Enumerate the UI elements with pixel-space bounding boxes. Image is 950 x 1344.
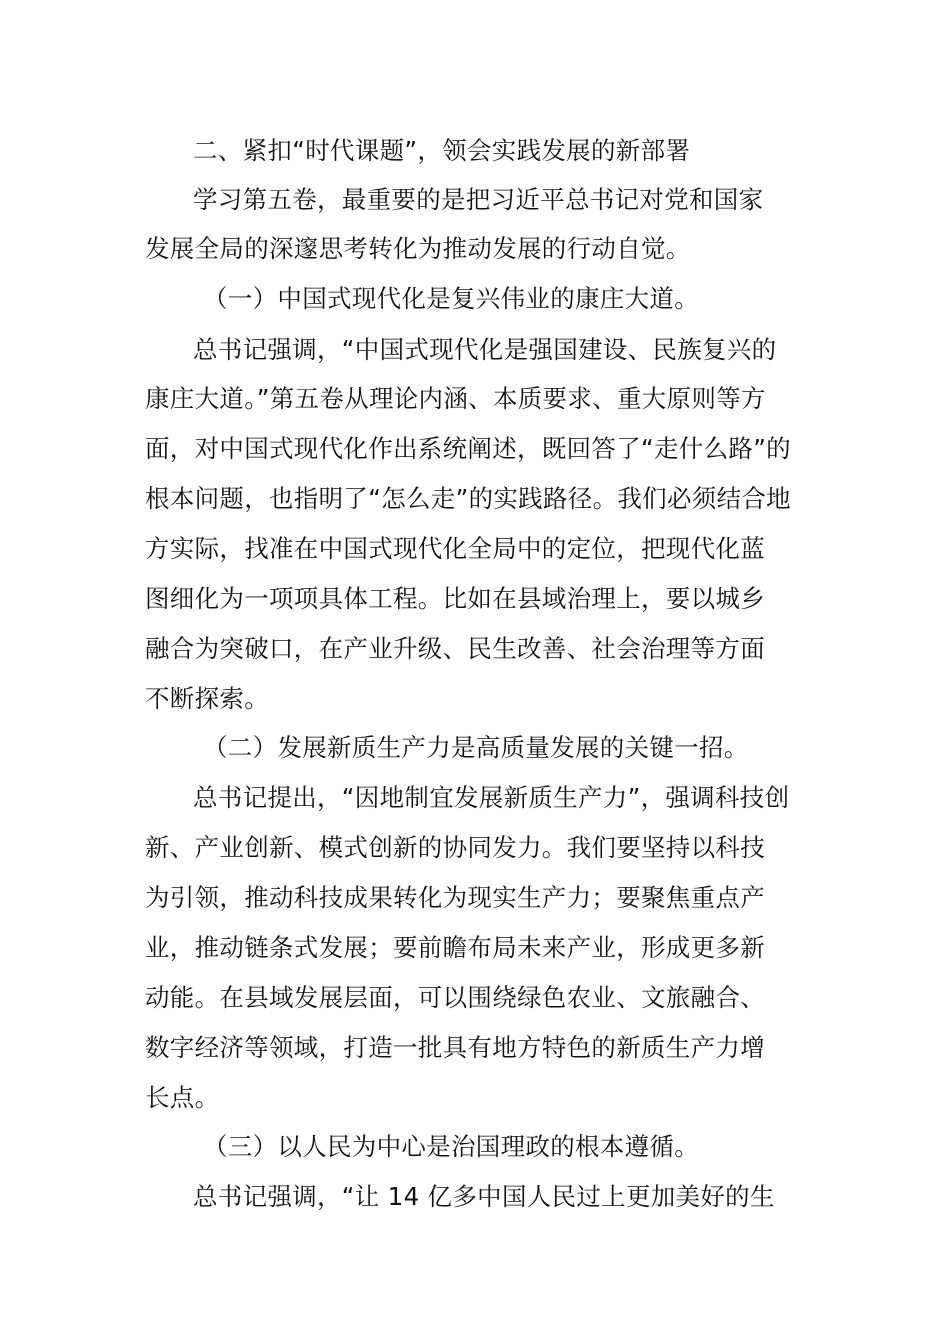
paragraph-line: 总书记强调，“中国式现代化是强国建设、民族复兴的	[193, 335, 777, 364]
paragraph-line: 图细化为一项项具体工程。比如在县域治理上，要以城乡	[145, 584, 765, 613]
paragraph-line: 发展全局的深邃思考转化为推动发展的行动自觉。	[145, 234, 691, 263]
paragraph-line: 不断探索。	[145, 684, 269, 713]
paragraph-line: 动能。在县域发展层面，可以围绕绿色农业、文旅融合、	[145, 983, 765, 1012]
paragraph-line: 业，推动链条式发展；要前瞻布局未来产业，形成更多新	[145, 933, 765, 962]
paragraph-line: 总书记强调，“让 14 亿多中国人民过上更加美好的生	[193, 1182, 775, 1211]
paragraph-line: 为引领，推动科技成果转化为现实生产力；要聚焦重点产	[145, 883, 765, 912]
subsection-heading: （三）以人民为中心是治国理政的根本遵循。	[203, 1132, 699, 1161]
paragraph-line: 根本问题，也指明了“怎么走”的实践路径。我们必须结合地	[145, 484, 791, 513]
paragraph-line: 融合为突破口，在产业升级、民生改善、社会治理等方面	[145, 634, 765, 663]
paragraph-line: 面，对中国式现代化作出系统阐述，既回答了“走什么路”的	[145, 434, 791, 463]
paragraph-line: 新、产业创新、模式创新的协同发力。我们要坚持以科技	[145, 833, 765, 862]
paragraph-line: 学习第五卷，最重要的是把习近平总书记对党和国家	[193, 185, 764, 214]
subsection-heading: （二）发展新质生产力是高质量发展的关键一招。	[203, 733, 749, 762]
paragraph-line: 康庄大道。”第五卷从理论内涵、本质要求、重大原则等方	[145, 384, 766, 413]
paragraph-line: 总书记提出，“因地制宜发展新质生产力”，强调科技创	[193, 783, 790, 812]
section-heading: 二、紧扣“时代课题”，领会实践发展的新部署	[193, 136, 691, 165]
paragraph-line: 数字经济等领域，打造一批具有地方特色的新质生产力增	[145, 1033, 765, 1062]
paragraph-line: 长点。	[145, 1083, 220, 1112]
subsection-heading: （一）中国式现代化是复兴伟业的康庄大道。	[203, 284, 699, 313]
paragraph-line: 方实际，找准在中国式现代化全局中的定位，把现代化蓝	[145, 534, 765, 563]
